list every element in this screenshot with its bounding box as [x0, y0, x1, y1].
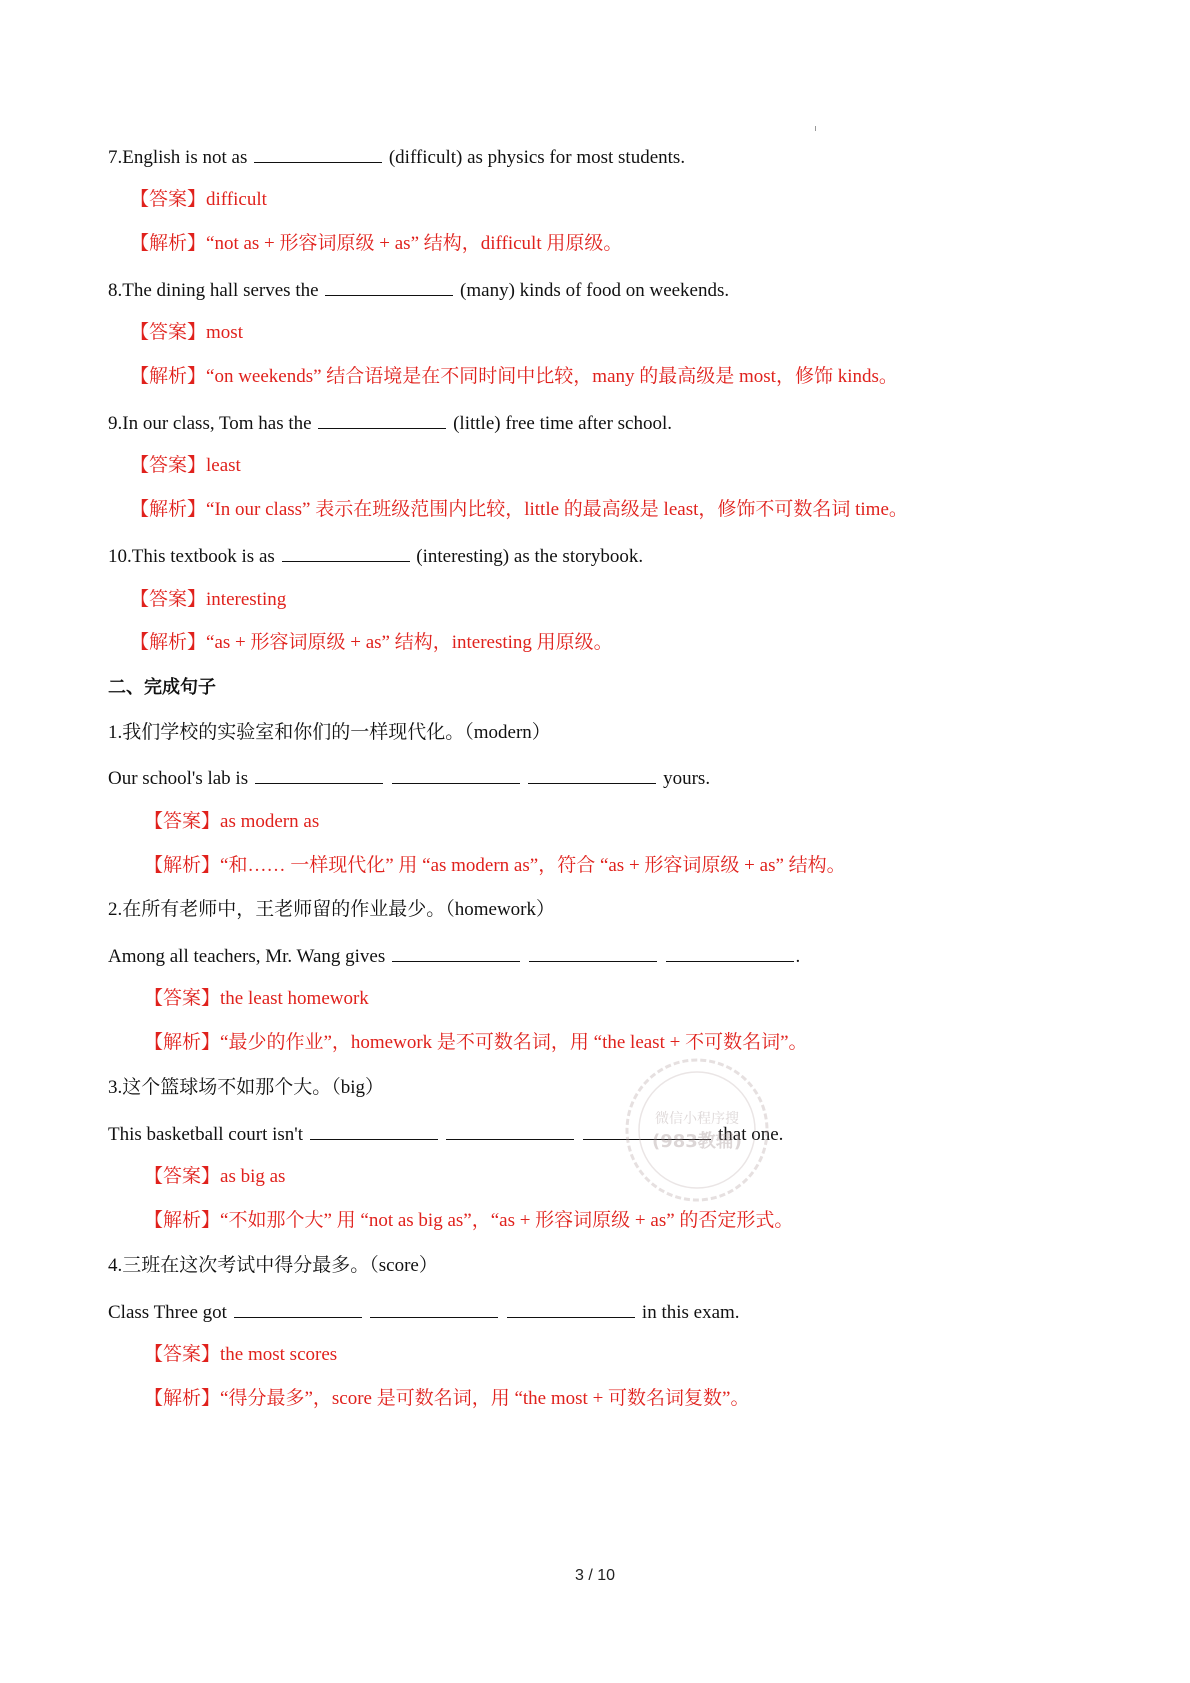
svg-text:微信小程序搜: 微信小程序搜 [655, 1111, 739, 1127]
explanation-s4: 【解析】“得分最多”，score 是可数名词，用 “the most + 可数名词复数”。 [144, 1388, 750, 1409]
answer-blank [234, 1299, 362, 1318]
question-9: 9.In our class, Tom has the (little) free time after school. [108, 410, 672, 436]
explanation-7: 【解析】“not as + 形容词原级 + as” 结构，difficult 用原级。 [130, 233, 623, 254]
answer-8: 【答案】most [130, 322, 243, 343]
question-8: 8.The dining hall serves the (many) kinds of food on weekends. [108, 277, 729, 303]
sentence-3: This basketball court isn't that one. [108, 1121, 783, 1147]
sentence-1-prompt: 1.我们学校的实验室和你们的一样现代化。（modern） [108, 722, 551, 743]
answer-blank [282, 543, 410, 562]
answer-blank [666, 943, 794, 962]
sentence-4: Class Three got in this exam. [108, 1299, 740, 1325]
explanation-9: 【解析】“In our class” 表示在班级范围内比较，little 的最高级是 least，修饰不可数名词 time。 [130, 499, 908, 520]
answer-blank [528, 765, 656, 784]
answer-blank [446, 1121, 574, 1140]
answer-9: 【答案】least [130, 455, 241, 476]
answer-s1: 【答案】as modern as [144, 811, 320, 832]
explanation-s2: 【解析】“最少的作业”，homework 是不可数名词，用 “the least + 不可数名词”。 [144, 1032, 808, 1053]
watermark-stamp-icon [622, 1055, 772, 1205]
answer-s2: 【答案】the least homework [144, 988, 369, 1009]
answer-7: 【答案】difficult [130, 189, 267, 210]
answer-blank [255, 765, 383, 784]
answer-10: 【答案】interesting [130, 589, 287, 610]
answer-blank [392, 943, 520, 962]
header-mark [815, 126, 816, 131]
sentence-3-prompt: 3.这个篮球场不如那个大。（big） [108, 1077, 385, 1098]
answer-blank [529, 943, 657, 962]
answer-s3: 【答案】as big as [144, 1166, 286, 1187]
explanation-10: 【解析】“as + 形容词原级 + as” 结构，interesting 用原级。 [130, 632, 613, 653]
sentence-2: Among all teachers, Mr. Wang gives . [108, 943, 800, 969]
section-heading: 二、完成句子 [108, 677, 216, 698]
page-number: 3 / 10 [574, 1567, 616, 1584]
sentence-2-prompt: 2.在所有老师中，王老师留的作业最少。（homework） [108, 899, 556, 920]
answer-blank [370, 1299, 498, 1318]
explanation-s1: 【解析】“和…… 一样现代化” 用 “as modern as”，符合 “as + 形容词原级 + as” 结构。 [144, 855, 846, 876]
answer-blank [392, 765, 520, 784]
answer-blank [325, 277, 453, 296]
question-7: 7.English is not as (difficult) as physics for most students. [108, 144, 685, 170]
explanation-s3: 【解析】“不如那个大” 用 “not as big as”，“as + 形容词原级 + as” 的否定形式。 [144, 1210, 794, 1231]
question-10: 10.This textbook is as (interesting) as the storybook. [108, 543, 643, 569]
answer-blank [507, 1299, 635, 1318]
sentence-4-prompt: 4.三班在这次考试中得分最多。（score） [108, 1255, 438, 1276]
sentence-1: Our school's lab is yours. [108, 765, 710, 791]
answer-blank [318, 410, 446, 429]
svg-text:(983教辅): (983教辅) [651, 1131, 743, 1152]
explanation-8: 【解析】“on weekends” 结合语境是在不同时间中比较，many 的最高级是 most，修饰 kinds。 [130, 366, 898, 387]
answer-blank [310, 1121, 438, 1140]
answer-blank [254, 144, 382, 163]
answer-s4: 【答案】the most scores [144, 1344, 338, 1365]
